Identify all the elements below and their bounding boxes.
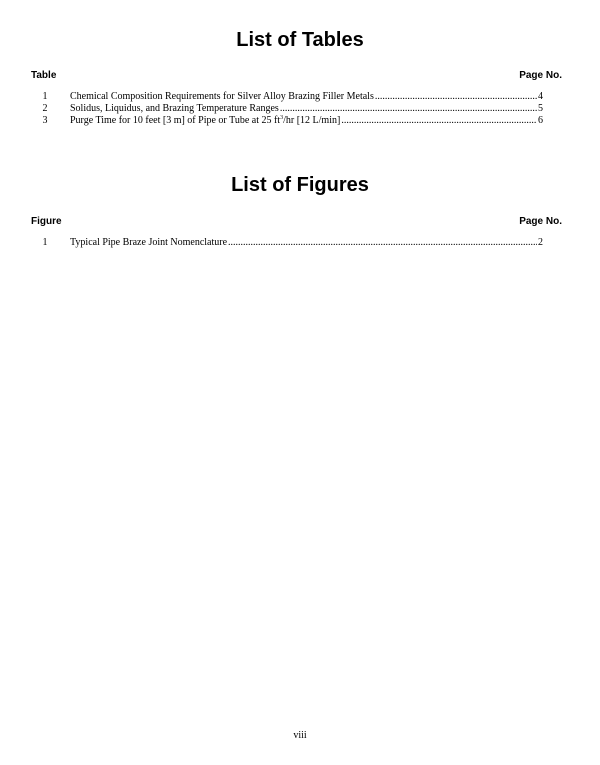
entry-title: Typical Pipe Braze Joint Nomenclature: [70, 237, 228, 248]
entry-page-number: 2: [538, 237, 543, 248]
entry-title-part: Purge Time for 10 feet [3 m] of Pipe or Tube at 25 ft: [70, 115, 281, 126]
dot-leader: [280, 103, 537, 115]
entry-title: Chemical Composition Requirements for Silver Alloy Brazing Filler Metals: [70, 91, 374, 102]
entry-number: 1: [42, 237, 48, 248]
superscript: 3: [280, 115, 284, 121]
table-entry[interactable]: [0, 115, 600, 127]
entry-page-number: 6: [538, 115, 543, 126]
list-of-figures-heading: List of Figures: [231, 174, 369, 196]
list-of-tables-heading: List of Tables: [236, 29, 364, 51]
table-page-no-label: Page No.: [519, 70, 562, 81]
dot-leader: [341, 115, 537, 127]
entry-title-part: /hr [12 L/min]: [283, 115, 341, 126]
figure-page-no-label: Page No.: [519, 216, 562, 227]
entry-number: 1: [42, 91, 48, 102]
table-column-label: Table: [31, 70, 57, 81]
figures-list: [0, 237, 600, 249]
entry-page-number: 4: [538, 91, 543, 102]
figure-entry[interactable]: [0, 237, 600, 249]
figure-column-label: Figure: [31, 216, 62, 227]
entry-title: Solidus, Liquidus, and Brazing Temperature Ranges: [70, 103, 279, 114]
entry-page-number: 5: [538, 103, 543, 114]
dot-leader: [228, 237, 537, 249]
table-entry[interactable]: [0, 91, 600, 103]
entry-number: 3: [42, 115, 48, 126]
table-entry[interactable]: [0, 103, 600, 115]
page-folio: viii: [293, 730, 307, 741]
dot-leader: [375, 91, 537, 103]
entry-number: 2: [42, 103, 48, 114]
tables-list: [0, 91, 600, 127]
entry-title: [70, 115, 340, 127]
